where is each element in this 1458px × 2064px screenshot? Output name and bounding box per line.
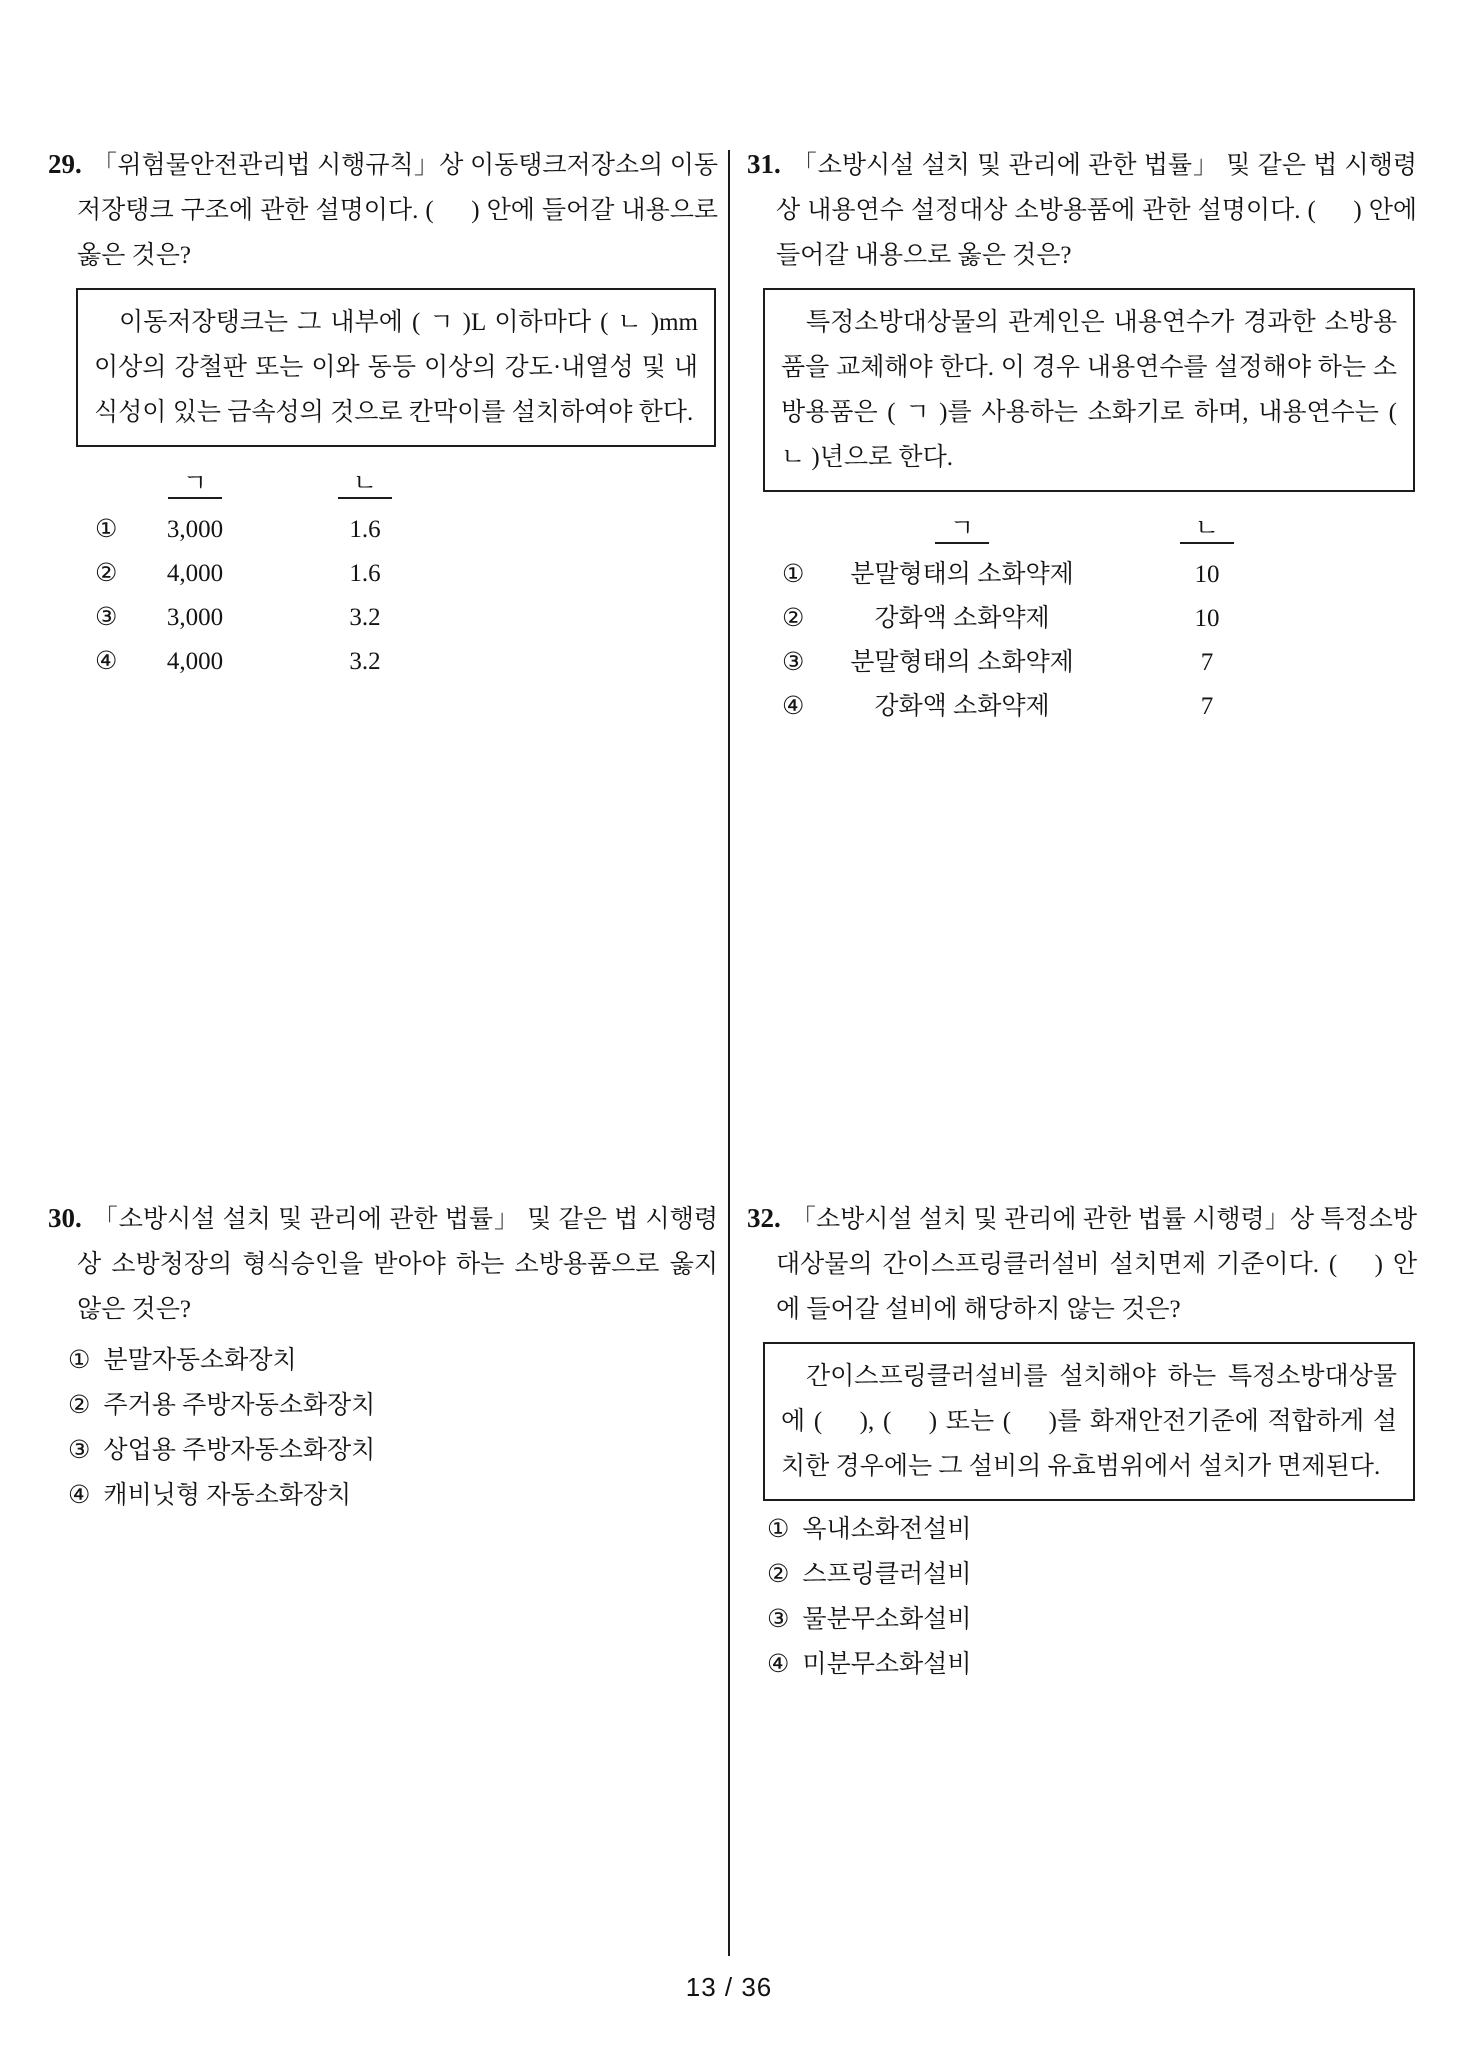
value-n: 7: [1200, 649, 1214, 676]
value-n: 7: [1200, 693, 1214, 720]
option-marker: ②: [95, 560, 118, 587]
question-prompt-text: 「위험물안전관리법 시행규칙」상 이동탱크저장소의 이동저장탱크 구조에 관한 설명이다. ( ) 안에 들어갈 내용으로 옳은 것은?: [77, 152, 718, 269]
option-marker: ①: [95, 516, 118, 543]
question-prompt-text: 「소방시설 설치 및 관리에 관한 법률」 및 같은 법 시행령상 내용연수 설정대상 소방용품에 관한 설명이다. ( ) 안에 들어갈 내용으로 옳은 것은?: [776, 152, 1417, 269]
answer-table-header: [48, 459, 718, 507]
option-marker: ④: [68, 1482, 91, 1509]
answer-row: [48, 507, 718, 551]
option-marker: ②: [767, 1561, 790, 1588]
option-marker: ②: [68, 1392, 91, 1419]
option-marker: ①: [782, 561, 805, 588]
option-item: [767, 1597, 1417, 1642]
value-g: 4,000: [166, 648, 224, 675]
page-footer: [0, 1972, 1458, 2003]
option-label: 미분무소화설비: [802, 1651, 972, 1678]
option-item: [68, 1473, 718, 1518]
value-g: 분말형태의 소화약제: [850, 649, 1074, 676]
value-g: 분말형태의 소화약제: [850, 561, 1074, 588]
option-label: 주거용 주방자동소화장치: [103, 1392, 376, 1419]
option-label: 상업용 주방자동소화장치: [103, 1437, 376, 1464]
value-g: 4,000: [166, 560, 224, 587]
option-label: 물분무소화설비: [802, 1606, 972, 1633]
question-prompt-text: 「소방시설 설치 및 관리에 관한 법률」 및 같은 법 시행령상 소방청장의 형식승인을 받아야 하는 소방용품으로 옳지 않은 것은?: [77, 1206, 718, 1323]
option-list: [747, 1507, 1417, 1687]
option-item: [68, 1428, 718, 1473]
answer-row: [747, 552, 1417, 596]
column-header-n: ㄴ: [245, 461, 485, 506]
value-n: 3.2: [349, 648, 381, 675]
value-n: 10: [1194, 605, 1220, 632]
option-label: 옥내소화전설비: [802, 1516, 972, 1543]
question-prompt: [48, 142, 718, 278]
column-header-n: ㄴ: [1092, 506, 1322, 551]
question-prompt: [747, 1196, 1417, 1332]
answer-table: [747, 504, 1417, 728]
answer-row: [747, 640, 1417, 684]
passage-box: [763, 288, 1415, 492]
option-marker: ①: [767, 1516, 790, 1543]
question-prompt-text: 「소방시설 설치 및 관리에 관한 법률 시행령」상 특정소방대상물의 간이스프링클러설비 설치면제 기준이다. ( ) 안에 들어갈 설비에 해당하지 않는 것은?: [776, 1206, 1417, 1323]
question-number: 30.: [48, 1203, 82, 1233]
value-n: 3.2: [349, 604, 381, 631]
value-n: 1.6: [349, 560, 381, 587]
answer-table: [48, 459, 718, 683]
value-n: 10: [1194, 561, 1220, 588]
value-g: 강화액 소화약제: [874, 693, 1050, 720]
option-marker: ④: [767, 1651, 790, 1678]
answer-row: [747, 596, 1417, 640]
question-number: 31.: [747, 149, 781, 179]
answer-row: [747, 684, 1417, 728]
question-prompt: [747, 142, 1417, 278]
value-n: 1.6: [349, 516, 381, 543]
option-list: [48, 1338, 718, 1518]
question-block-30: [48, 1196, 718, 1518]
option-marker: ②: [782, 605, 805, 632]
passage-text: 이동저장탱크는 그 내부에 ( ㄱ )L 이하마다 ( ㄴ )mm 이상의 강철판 또는 이와 동등 이상의 강도·내열성 및 내식성이 있는 금속성의 것으로 칸막이를 설치하여야 한다.: [94, 309, 698, 426]
option-item: [767, 1507, 1417, 1552]
column-divider: [728, 150, 730, 1956]
value-g: 3,000: [166, 604, 224, 631]
passage-text: 특정소방대상물의 관계인은 내용연수가 경과한 소방용품을 교체해야 한다. 이 경우 내용연수를 설정해야 하는 소방용품은 ( ㄱ )를 사용하는 소화기로 하며, 내용연수는 ( ㄴ )년으로 한다.: [781, 309, 1397, 471]
option-label: 스프링클러설비: [802, 1561, 972, 1588]
question-block-29: [48, 142, 718, 683]
option-marker: ④: [95, 648, 118, 675]
option-label: 캐비닛형 자동소화장치: [103, 1482, 352, 1509]
page-number: 13 / 36: [685, 1972, 773, 2002]
option-item: [68, 1383, 718, 1428]
answer-row: [48, 551, 718, 595]
option-marker: ③: [767, 1606, 790, 1633]
passage-text: 간이스프링클러설비를 설치해야 하는 특정소방대상물에 ( ), ( ) 또는 ( )를 화재안전기준에 적합하게 설치한 경우에는 그 설비의 유효범위에서 설치가 면제된다.: [781, 1363, 1397, 1480]
option-item: [767, 1642, 1417, 1687]
column-header-g: ㄱ: [145, 461, 245, 506]
column-header-g: ㄱ: [832, 506, 1092, 551]
option-marker: ①: [68, 1347, 91, 1374]
option-item: [767, 1552, 1417, 1597]
question-block-31: [747, 142, 1417, 728]
value-g: 3,000: [166, 516, 224, 543]
question-prompt: [48, 1196, 718, 1332]
question-block-32: [747, 1196, 1417, 1687]
option-marker: ③: [68, 1437, 91, 1464]
option-marker: ③: [95, 604, 118, 631]
passage-box: [763, 1342, 1415, 1501]
answer-row: [48, 639, 718, 683]
option-marker: ④: [782, 693, 805, 720]
answer-row: [48, 595, 718, 639]
value-g: 강화액 소화약제: [874, 605, 1050, 632]
option-marker: ③: [782, 649, 805, 676]
question-number: 32.: [747, 1203, 781, 1233]
option-label: 분말자동소화장치: [103, 1347, 297, 1374]
question-number: 29.: [48, 149, 82, 179]
passage-box: [76, 288, 716, 447]
option-item: [68, 1338, 718, 1383]
answer-table-header: [747, 504, 1417, 552]
